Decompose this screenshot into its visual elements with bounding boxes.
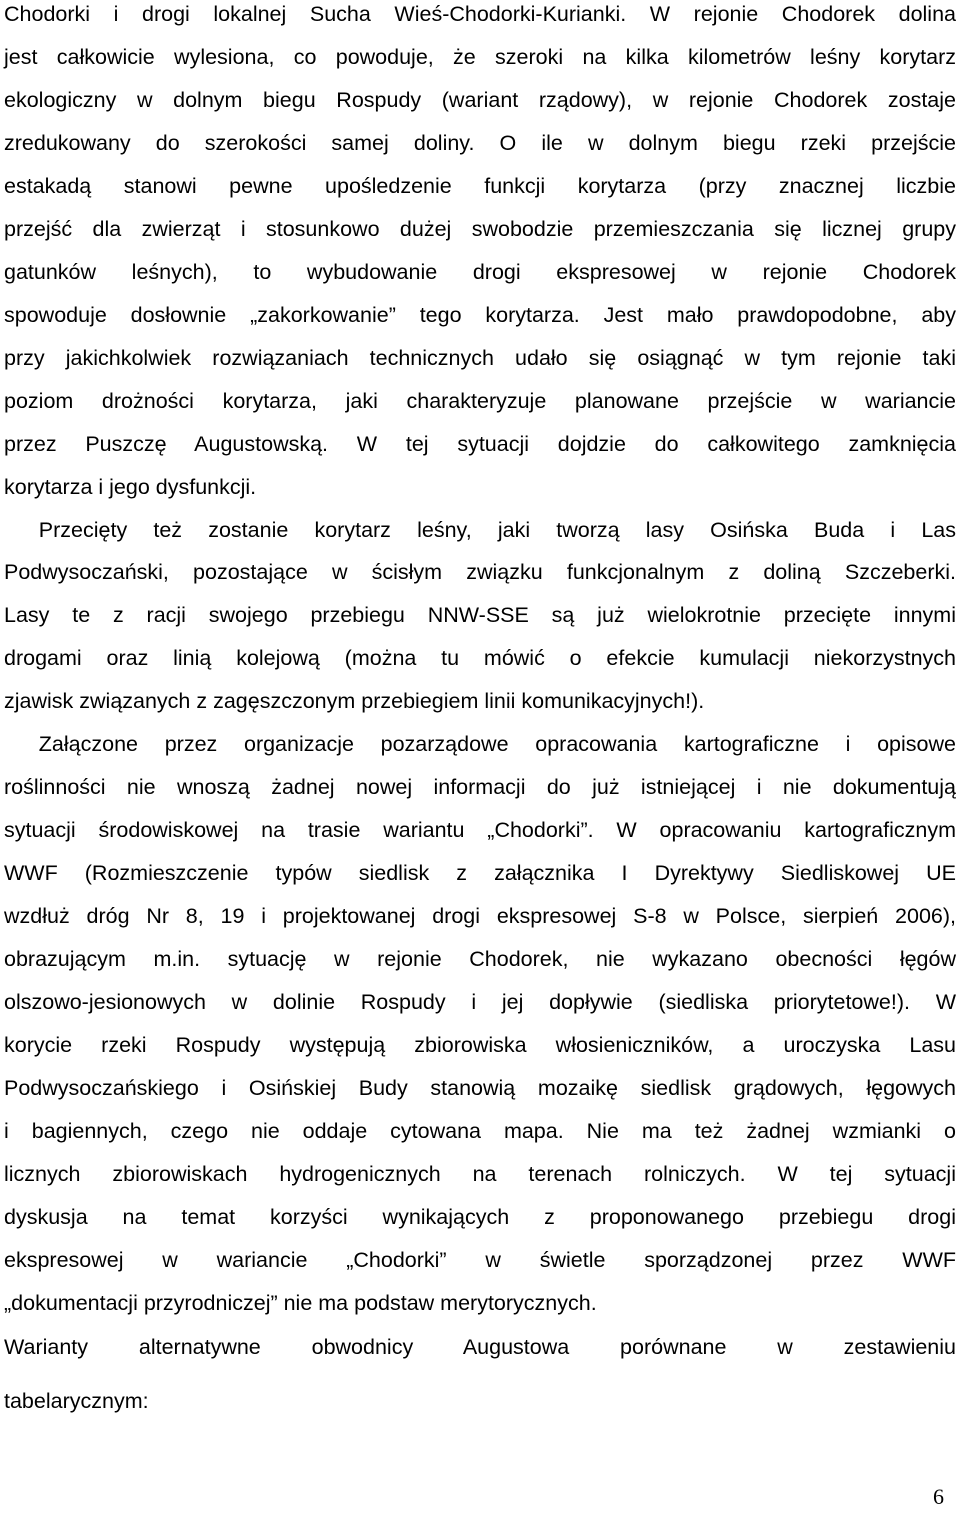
text-line: Przecięty też zostanie korytarz leśny, jaki tworzą lasy Osińska Buda i Las: [38, 518, 956, 542]
text-line: i bagiennych, czego nie oddaje cytowana mapa. Nie ma też żadnej wzmianki o: [4, 1119, 956, 1143]
text-line: przez Puszczę Augustowską. W tej sytuacji dojdzie do całkowitego zamknięcia: [4, 432, 956, 456]
text-line: Chodorki i drogi lokalnej Sucha Wieś-Chodorki-Kurianki. W rejonie Chodorek dolina: [4, 2, 956, 26]
text-line: Warianty alternatywne obwodnicy Augustowa porównane w zestawieniu: [4, 1335, 956, 1359]
text-line: licznych zbiorowiskach hydrogenicznych na terenach rolniczych. W tej sytuacji: [4, 1162, 956, 1186]
text-line: zjawisk związanych z zagęszczonym przebiegiem linii komunikacyjnych!).: [4, 689, 705, 713]
text-line: przejść dla zwierząt i stosunkowo dużej swobodzie przemieszczania się licznej grupy: [4, 217, 956, 241]
text-line: ekologiczny w dolnym biegu Rospudy (wariant rządowy), w rejonie Chodorek zostaje: [4, 88, 956, 112]
text-line: zredukowany do szerokości samej doliny. O ile w dolnym biegu rzeki przejście: [4, 131, 956, 155]
text-line: korycie rzeki Rospudy występują zbiorowiska włosieniczników, a uroczyska Lasu: [4, 1033, 956, 1057]
text-line: estakadą stanowi pewne upośledzenie funkcji korytarza (przy znacznej liczbie: [4, 174, 956, 198]
text-line: roślinności nie wnoszą żadnej nowej informacji do już istniejącej i nie dokumentują: [4, 775, 956, 799]
text-line: dyskusja na temat korzyści wynikających z proponowanego przebiegu drogi: [4, 1205, 956, 1229]
text-line: Podwysoczańskiego i Osińskiej Budy stanowią mozaikę siedlisk grądowych, łęgowych: [4, 1076, 956, 1100]
text-line: Załączone przez organizacje pozarządowe opracowania kartograficzne i opisowe: [38, 732, 956, 756]
text-line: Lasy te z racji swojego przebiegu NNW-SSE są już wielokrotnie przecięte innymi: [4, 603, 956, 627]
text-line: WWF (Rozmieszczenie typów siedlisk z załącznika I Dyrektywy Siedliskowej UE: [4, 861, 956, 885]
text-line: korytarza i jego dysfunkcji.: [4, 475, 257, 499]
text-line: obrazującym m.in. sytuację w rejonie Chodorek, nie wykazano obecności łęgów: [4, 947, 956, 971]
text-line: Podwysoczański, pozostające w ścisłym związku funkcjonalnym z doliną Szczeberki.: [4, 560, 956, 584]
text-line: tabelarycznym:: [4, 1389, 149, 1413]
text-line: olszowo-jesionowych w dolinie Rospudy i jej dopływie (siedliska priorytetowe!). W: [4, 990, 956, 1014]
text-line: wzdłuż dróg Nr 8, 19 i projektowanej drogi ekspresowej S-8 w Polsce, sierpień 2006),: [4, 904, 956, 928]
text-line: drogami oraz linią kolejową (można tu mówić o efekcie kumulacji niekorzystnych: [4, 646, 956, 670]
text-line: poziom drożności korytarza, jaki charakteryzuje planowane przejście w wariancie: [4, 389, 956, 413]
text-line: sytuacji środowiskowej na trasie wariantu „Chodorki”. W opracowaniu kartograficznym: [4, 818, 956, 842]
text-line: „dokumentacji przyrodniczej” nie ma podstaw merytorycznych.: [4, 1291, 597, 1315]
text-line: przy jakichkolwiek rozwiązaniach technicznych udało się osiągnąć w tym rejonie taki: [4, 346, 956, 370]
page-number: 6: [933, 1484, 944, 1509]
text-line: jest całkowicie wylesiona, co powoduje, że szeroki na kilka kilometrów leśny korytarz: [4, 45, 956, 69]
text-line: ekspresowej w wariancie „Chodorki” w świetle sporządzonej przez WWF: [4, 1248, 956, 1272]
text-line: spowoduje dosłownie „zakorkowanie” tego korytarza. Jest mało prawdopodobne, aby: [4, 303, 956, 327]
text-line: gatunków leśnych), to wybudowanie drogi ekspresowej w rejonie Chodorek: [4, 260, 956, 284]
